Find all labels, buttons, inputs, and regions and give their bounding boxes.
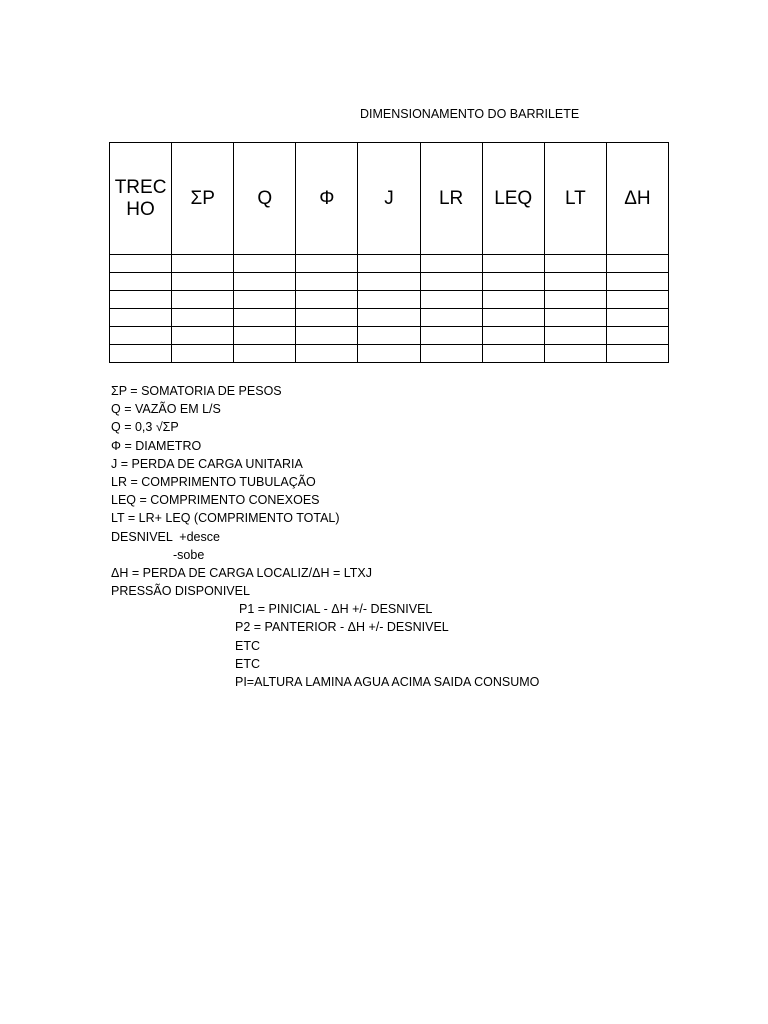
table-cell bbox=[358, 291, 420, 309]
table-cell bbox=[420, 309, 482, 327]
legend-notes bbox=[111, 382, 539, 691]
header-leq: LEQ bbox=[482, 143, 544, 255]
table-cell bbox=[110, 291, 172, 309]
note-q-flow: Q = VAZÃO EM L/S bbox=[111, 402, 221, 417]
table-cell bbox=[110, 255, 172, 273]
table-cell bbox=[110, 273, 172, 291]
table-cell bbox=[358, 327, 420, 345]
table-cell bbox=[420, 345, 482, 363]
table-cell bbox=[358, 273, 420, 291]
table-cell bbox=[110, 327, 172, 345]
table-cell bbox=[172, 255, 234, 273]
table-cell bbox=[234, 309, 296, 327]
table-cell bbox=[172, 291, 234, 309]
table-cell bbox=[358, 345, 420, 363]
table-cell bbox=[296, 345, 358, 363]
note-etc-2: ETC bbox=[235, 656, 260, 671]
table-cell bbox=[544, 309, 606, 327]
table-cell bbox=[110, 345, 172, 363]
table-cell bbox=[420, 273, 482, 291]
note-pressao: PRESSÃO DISPONIVEL bbox=[111, 584, 250, 599]
table-row bbox=[110, 291, 669, 309]
note-desnivel-desce: DESNIVEL +desce bbox=[111, 529, 220, 544]
header-q: Q bbox=[234, 143, 296, 255]
table-cell bbox=[606, 309, 668, 327]
table-cell bbox=[482, 309, 544, 327]
table-cell bbox=[544, 273, 606, 291]
table-cell bbox=[296, 255, 358, 273]
table-cell bbox=[606, 273, 668, 291]
table-cell bbox=[420, 255, 482, 273]
table-cell bbox=[296, 291, 358, 309]
table-cell bbox=[482, 255, 544, 273]
table-body bbox=[110, 255, 669, 363]
table-cell bbox=[358, 255, 420, 273]
table-cell bbox=[482, 327, 544, 345]
table-cell bbox=[172, 345, 234, 363]
header-delta-h: ΔH bbox=[606, 143, 668, 255]
table-cell bbox=[606, 345, 668, 363]
note-p1: P1 = PINICIAL - ΔH +/- DESNIVEL bbox=[239, 602, 433, 617]
note-desnivel-sobe: -sobe bbox=[173, 547, 205, 562]
table-header-row bbox=[110, 143, 669, 255]
table-row bbox=[110, 273, 669, 291]
table-cell bbox=[234, 255, 296, 273]
table-cell bbox=[172, 273, 234, 291]
table-cell bbox=[234, 291, 296, 309]
table-row bbox=[110, 309, 669, 327]
table-cell bbox=[606, 327, 668, 345]
table-cell bbox=[234, 345, 296, 363]
table-cell bbox=[606, 291, 668, 309]
table-cell bbox=[296, 309, 358, 327]
note-etc-1: ETC bbox=[235, 638, 260, 653]
header-lt: LT bbox=[544, 143, 606, 255]
table-cell bbox=[482, 273, 544, 291]
header-lr: LR bbox=[420, 143, 482, 255]
table-cell bbox=[420, 291, 482, 309]
note-j: J = PERDA DE CARGA UNITARIA bbox=[111, 456, 303, 471]
note-p2: P2 = PANTERIOR - ΔH +/- DESNIVEL bbox=[235, 620, 449, 635]
table-cell bbox=[544, 345, 606, 363]
note-sum-p: ΣP = SOMATORIA DE PESOS bbox=[111, 384, 282, 398]
barrilete-table bbox=[109, 142, 669, 363]
document-title: DIMENSIONAMENTO DO BARRILETE bbox=[360, 107, 580, 121]
note-pi: PI=ALTURA LAMINA AGUA ACIMA SAIDA CONSUMO bbox=[235, 675, 540, 689]
table-row bbox=[110, 255, 669, 273]
table-cell bbox=[172, 327, 234, 345]
table-cell bbox=[234, 327, 296, 345]
note-phi: Φ = DIAMETRO bbox=[111, 438, 202, 453]
note-delta-h: ΔH = PERDA DE CARGA LOCALIZ/ΔH = LTXJ bbox=[111, 565, 372, 580]
header-phi: Φ bbox=[296, 143, 358, 255]
header-j: J bbox=[358, 143, 420, 255]
note-lt: LT = LR+ LEQ (COMPRIMENTO TOTAL) bbox=[111, 511, 340, 526]
table-cell bbox=[234, 273, 296, 291]
header-trecho: TREC HO bbox=[110, 143, 172, 255]
table-cell bbox=[110, 309, 172, 327]
note-lr: LR = COMPRIMENTO TUBULAÇÃO bbox=[111, 474, 316, 489]
note-leq: LEQ = COMPRIMENTO CONEXOES bbox=[111, 493, 320, 508]
table-cell bbox=[544, 291, 606, 309]
table-cell bbox=[606, 255, 668, 273]
header-sum-p: ΣP bbox=[172, 143, 234, 255]
table-cell bbox=[482, 291, 544, 309]
table-row bbox=[110, 327, 669, 345]
table-row bbox=[110, 345, 669, 363]
table-cell bbox=[544, 327, 606, 345]
table-cell bbox=[420, 327, 482, 345]
note-q-formula: Q = 0,3 √ΣP bbox=[111, 420, 179, 435]
table-cell bbox=[482, 345, 544, 363]
table-cell bbox=[544, 255, 606, 273]
table-cell bbox=[296, 327, 358, 345]
table-cell bbox=[358, 309, 420, 327]
table-cell bbox=[296, 273, 358, 291]
table-cell bbox=[172, 309, 234, 327]
